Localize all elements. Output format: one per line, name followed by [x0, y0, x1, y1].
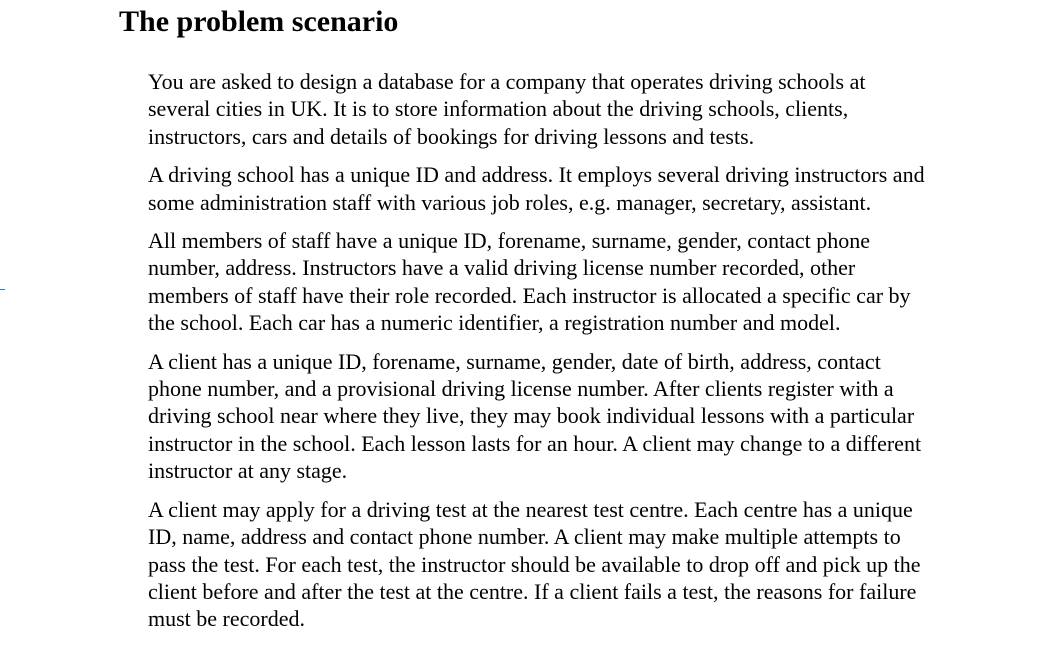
document-body	[148, 68, 1028, 644]
margin-change-mark	[0, 289, 5, 290]
text-line: driving school near where they live, they may book individual lessons with a particular	[148, 403, 915, 429]
paragraph-intro	[148, 68, 1028, 150]
text-line: pass the test. For each test, the instructor should be available to drop off and pick up the	[148, 551, 921, 577]
text-line: You are asked to design a database for a company that operates driving schools at	[148, 69, 866, 94]
text-line: instructor in the school. Each lesson lasts for an hour. A client may change to a different	[148, 430, 922, 456]
text-line: A client may apply for a driving test at the nearest test centre. Each centre has a unique	[148, 496, 913, 522]
paragraph-client	[148, 348, 1028, 485]
page-title: The problem scenario	[119, 5, 399, 38]
text-line: instructors, cars and details of bookings for driving lessons and tests.	[148, 123, 755, 149]
text-line: number, address. Instructors have a valid driving license number recorded, other	[148, 255, 856, 281]
paragraph-staff	[148, 227, 1028, 337]
text-line: must be recorded.	[148, 606, 305, 632]
text-line: ID, name, address and contact phone number. A client may make multiple attempts to	[148, 524, 901, 550]
text-line: A client has a unique ID, forename, surname, gender, date of birth, address, contact	[148, 348, 881, 374]
paragraph-driving-school	[148, 161, 1028, 216]
text-line: client before and after the test at the centre. If a client fails a test, the reasons for failure	[148, 578, 917, 604]
text-line: several cities in UK. It is to store information about the driving schools, clients,	[148, 96, 849, 122]
text-line: A driving school has a unique ID and address. It employs several driving instructors and	[148, 162, 925, 188]
paragraph-driving-test	[148, 496, 1028, 633]
text-line: instructor at any stage.	[148, 458, 348, 484]
text-line: All members of staff have a unique ID, forename, surname, gender, contact phone	[148, 228, 871, 254]
text-line: some administration staff with various job roles, e.g. manager, secretary, assistant.	[148, 189, 872, 215]
text-line: phone number, and a provisional driving license number. After clients register with a	[148, 376, 894, 402]
text-line: the school. Each car has a numeric identifier, a registration number and model.	[148, 310, 841, 336]
text-line: members of staff have their role recorded. Each instructor is allocated a specific car by	[148, 282, 911, 308]
